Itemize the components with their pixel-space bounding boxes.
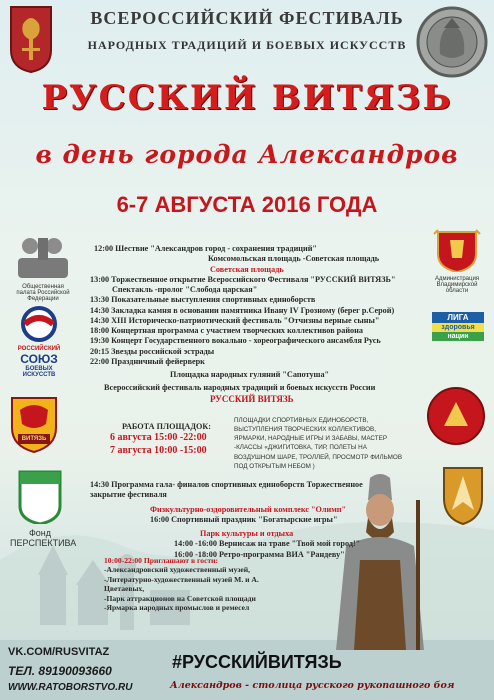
- admin-label: Администрация Владимирской области: [434, 276, 480, 294]
- activity-line: -КЛАССЫ «ДЖИГИТОВКА, ТИР, ПОЛЕТЫ НА: [234, 444, 367, 452]
- work-schedule: [110, 422, 220, 457]
- program-block-2: [90, 480, 390, 560]
- slogan: Александров - столица русского рукопашного боя: [170, 680, 455, 691]
- section-heading: Физкультурно-оздоровительный комплекс "Олимп": [150, 504, 347, 514]
- activity-line: ЯРМАРКИ, НАРОДНЫЕ ИГРЫ И ЗАБАВЫ, МАСТЕР: [234, 435, 388, 443]
- program-line: 16:00 Спортивный праздник "Богатырские игры": [150, 514, 338, 524]
- liga-label: ЛИГА: [432, 312, 484, 323]
- section-heading: РУССКИЙ ВИТЯЗЬ: [210, 393, 294, 404]
- vityaz-shield-logo: [8, 394, 60, 454]
- public-chamber-logo: [14, 232, 72, 302]
- hashtag: #РУССКИЙВИТЯЗЬ: [172, 652, 342, 672]
- arrow-shield-logo: [440, 462, 486, 526]
- public-chamber-label: Общественная палата Российской Федерации: [16, 284, 70, 302]
- program-line: 14:00 -16:00 Вернисаж на траве "Твой мой город!": [174, 539, 361, 549]
- city-day-heading: в день города Александров: [35, 140, 459, 169]
- union-label-top: РОССИЙСКИЙ: [17, 346, 61, 352]
- vladimir-admin-logo: [428, 228, 486, 302]
- perspektiva-label: ПЕРСПЕКТИВА: [10, 538, 77, 548]
- website-link[interactable]: WWW.RATOBORSTVO.RU: [8, 682, 133, 693]
- program-line: 19:30 Концерт Государственного вокально - хореографического ансамбля Русь: [90, 336, 381, 346]
- program-line: 14:30 XIII Историческо-патриотический фестиваль "Отчизны верные сыны": [90, 315, 380, 325]
- program-line: 14:30 Закладка камня в основании памятника Ивану IV Грозному (берег р.Серой): [90, 305, 395, 315]
- russian-hand-combat-logo: [426, 386, 486, 446]
- phone-number: ТЕЛ. 89190093660: [8, 664, 112, 678]
- program-line: -Александровский художественный музей,: [104, 565, 251, 575]
- fond-label: Фонд: [28, 528, 52, 538]
- aug6-hours: 6 августа 15:00 -22:00: [110, 432, 207, 444]
- program-line: 16:00 -18:00 Ретро-программа ВИА "Рандеву": [174, 549, 345, 559]
- activities-list: [234, 416, 404, 471]
- festival-heading: ВСЕРОССИЙСКИЙ ФЕСТИВАЛЬ: [90, 8, 404, 28]
- work-heading: РАБОТА ПЛОЩАДОК:: [122, 422, 212, 431]
- activity-line: ВОЗДУШНОМ ШАРЕ, ТРОЛЛЕЙ, ПРОСМОТР ФИЛЬМОВ: [234, 453, 403, 461]
- program-line: 14:30 Программа гала- финалов спортивных единоборств Торжественное: [90, 480, 363, 489]
- program-line: Комсомольская площадь -Советская площадь: [208, 254, 380, 264]
- program-line: 22:00 Праздничный фейерверк: [90, 356, 205, 366]
- activity-line: ПЛОЩАДКИ СПОРТИВНЫХ ЕДИНОБОРСТВ,: [234, 417, 369, 424]
- union-label-bottom: БОЕВЫХ ИСКУССТВ: [22, 366, 56, 378]
- section-heading: Площадка народных гуляний "Сапотуша": [170, 370, 330, 379]
- russian-martial-arts-union-logo: [14, 306, 64, 380]
- program-line: -Парк аттракционов на Советской площади: [104, 593, 256, 603]
- program-line: Всероссийский фестиваль народных традиций и боевых искусств России: [104, 383, 376, 393]
- union-label-big: СОЮЗ: [20, 352, 58, 366]
- liga-natsii-label: нации: [432, 332, 484, 341]
- program-line: Цветаевых,: [104, 584, 145, 594]
- activity-line: ВЫСТУПЛЕНИЯ ТВОРЧЕСКИХ КОЛЛЕКТИВОВ,: [234, 426, 376, 434]
- program-line: 12:00 Шествие "Александров город - сохранения традиций": [94, 244, 317, 253]
- museums-block: [104, 556, 324, 613]
- program-line: -Литературно-художественный музей М. и А.: [104, 574, 259, 584]
- program-line: закрытие фестиваля: [90, 490, 167, 500]
- fond-perspektiva-logo: [10, 470, 77, 554]
- program-line: 10:00-22:00 Приглашают в гости:: [104, 556, 219, 565]
- event-dates: 6-7 АВГУСТА 2016 ГОДА: [116, 192, 378, 217]
- vk-link[interactable]: VK.COM/RUSVITAZ: [8, 646, 110, 658]
- section-heading: Советская площадь: [210, 264, 284, 274]
- section-heading: Парк культуры и отдыха: [200, 529, 294, 538]
- program-line: -Ярмарка народных промыслов и ремесел: [104, 603, 250, 613]
- program-line: 18:00 Концертная программа с участием творческих коллективов района: [90, 326, 363, 335]
- vityaz-label: ВИТЯЗЬ: [21, 436, 47, 442]
- liga-zdorovya-label: здоровья: [432, 323, 484, 332]
- page-title: РУССКИЙ ВИТЯЗЬ: [41, 78, 453, 118]
- festival-subtitle: НАРОДНЫХ ТРАДИЦИЙ И БОЕВЫХ ИСКУССТВ: [87, 38, 407, 52]
- liga-zdorovya-logo: [432, 312, 484, 350]
- aug7-hours: 7 августа 10:00 -15:00: [110, 444, 207, 456]
- program-block: [90, 244, 420, 405]
- program-line: Спектакль -пролог "Слобода царская": [112, 285, 258, 294]
- activity-line: ПОД ОТКРЫТЫМ НЕБОМ ): [234, 462, 315, 470]
- program-line: 13:00 Торжественное открытие Всероссийского Фестиваля "РУССКИЙ ВИТЯЗЬ": [90, 274, 396, 284]
- program-line: 20:15 Звезды российской эстрады: [90, 346, 215, 356]
- program-line: 13:30 Показательные выступления спортивных единоборств: [90, 295, 316, 305]
